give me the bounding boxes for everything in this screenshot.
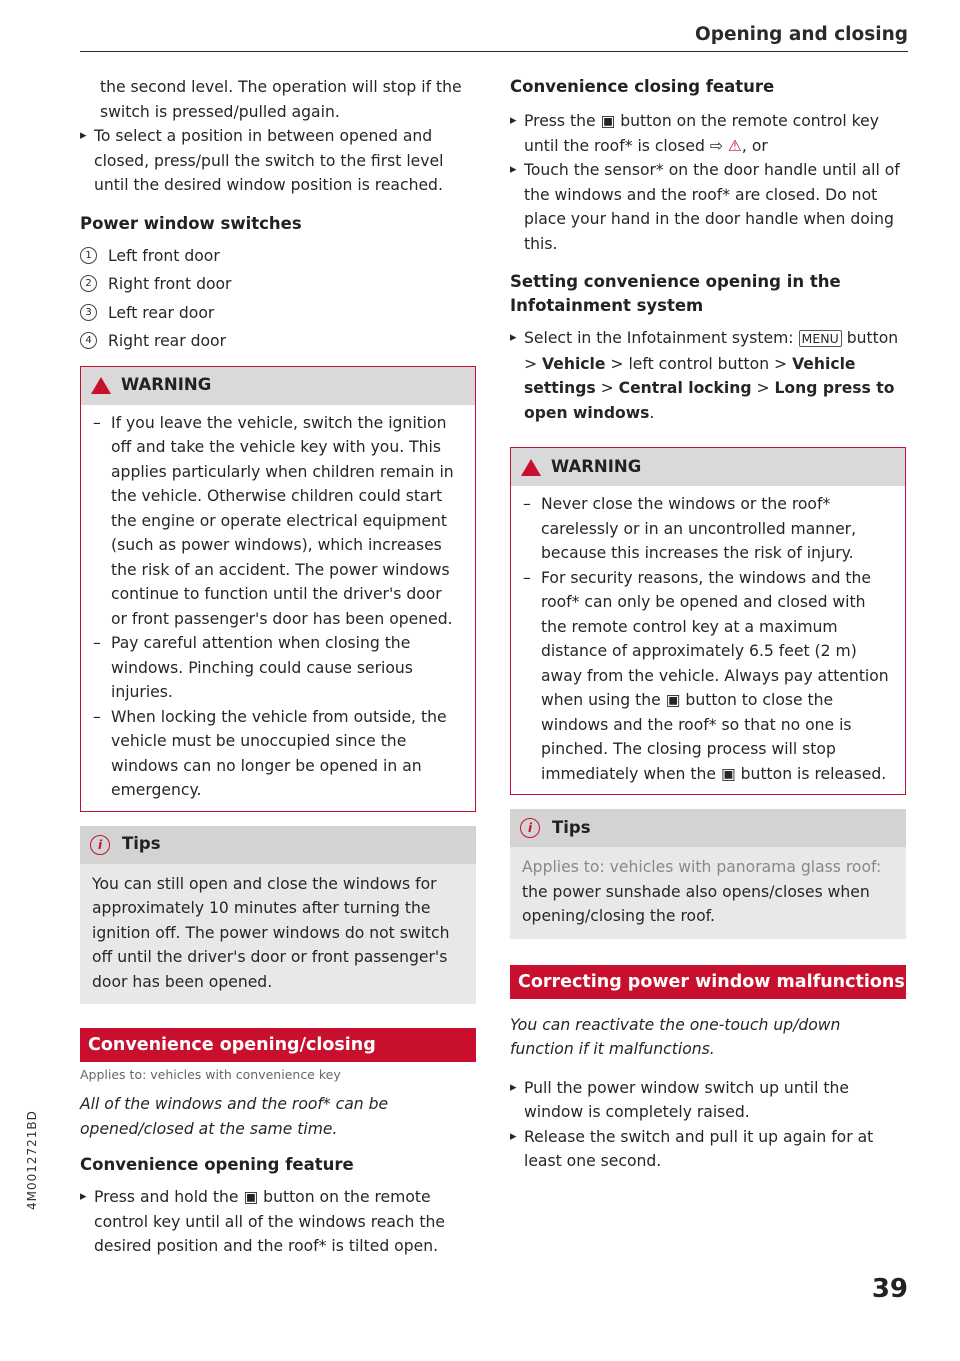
- switch-item: [80, 329, 476, 354]
- warning-text: button is released.: [740, 764, 887, 783]
- remote-key-icon: ▣: [243, 1188, 259, 1206]
- warning-text: For security reasons, the windows and the roof* can only be opened and closed with the remote control key at a maximum distance of approximately 6.5 feet (2 m) away from the vehicle. Always pay attention when using the: [541, 568, 889, 709]
- tips-header: [80, 826, 476, 864]
- page-number: 39: [871, 1274, 908, 1304]
- menu-button-label: MENU: [799, 330, 842, 347]
- remote-key-icon: ▣: [600, 112, 616, 130]
- number-1-icon: 1: [80, 247, 97, 264]
- menu-path-central-locking: Central locking: [618, 379, 752, 397]
- tips-box: [510, 809, 906, 939]
- warning-title: WARNING: [121, 375, 212, 395]
- step-text: button >: [524, 329, 899, 373]
- intro-step: ▸ To select a position in between opened and closed, press/pull the switch to the first level until the desired window position is reached.: [80, 124, 476, 198]
- step-text: , or: [741, 136, 768, 155]
- tips-text: You can still open and close the windows for approximately 10 minutes after turning the ignition off. The power windows do not switch off until the driver's door or front passenger's door has been opened.: [92, 874, 450, 991]
- step-text: Select in the Infotainment system:: [524, 329, 794, 347]
- info-icon: i: [90, 835, 110, 855]
- malfunction-step: ▸ Pull the power window switch up until the window is completely raised.: [510, 1076, 906, 1125]
- header-divider: [80, 51, 908, 52]
- tips-applies: Applies to: vehicles with panorama glass roof:: [522, 858, 882, 876]
- section-title-malfunctions: Correcting power window malfunctions: [510, 965, 906, 999]
- applies-note: Applies to: vehicles with convenience key: [80, 1067, 341, 1082]
- menu-path-vehicle-settings: Vehicle settings: [524, 354, 856, 397]
- tips-text: the power sunshade also opens/closes when opening/closing the roof.: [522, 882, 870, 925]
- step-text: button on the remote control key until the roof* is closed ⇨: [524, 112, 879, 155]
- warning-ref-icon: ⚠: [727, 136, 742, 155]
- switch-label: Left front door: [108, 246, 220, 265]
- warning-item: – Pay careful attention when closing the windows. Pinching could cause serious injuries.: [93, 631, 461, 705]
- number-2-icon: 2: [80, 275, 97, 292]
- warning-item: – If you leave the vehicle, switch the ignition off and take the vehicle key with you. This applies particularly when children remain in the vehicle. Otherwise children could start the engine or operate electrical equipment (such as power windows), which increases the risk of an accident. The power windows continue to function until the driver's door or front passenger's door has been opened.: [93, 411, 461, 632]
- tips-header: [510, 809, 906, 847]
- section-lead: All of the windows and the roof* can be opened/closed at the same time.: [80, 1095, 389, 1138]
- warning-box: [510, 447, 906, 795]
- opening-step: [80, 1185, 476, 1259]
- setting-heading: Setting convenience opening in the Infotainment system: [510, 272, 841, 315]
- intro-text: the second level. The operation will stop if the switch is pressed/pulled again.: [100, 78, 462, 121]
- warning-header: [81, 367, 475, 405]
- page-header-title: Opening and closing: [694, 24, 908, 45]
- warning-text: button to close the windows and the roof* so that no one is pinched. The closing process will stop immediately when the: [541, 691, 852, 783]
- switch-item: [80, 301, 476, 326]
- step-text: button on the remote control key until all of the windows reach the desired position and the roof* is tilted open.: [94, 1188, 445, 1255]
- remote-key-icon: ▣: [665, 691, 681, 709]
- number-4-icon: 4: [80, 332, 97, 349]
- switches-heading: Power window switches: [80, 213, 302, 233]
- right-column: [510, 75, 906, 1174]
- left-column: [80, 75, 476, 1259]
- step-text: Press the: [524, 112, 596, 130]
- section-lead: You can reactivate the one-touch up/down function if it malfunctions.: [510, 1015, 841, 1058]
- opening-heading: Convenience opening feature: [80, 1155, 354, 1174]
- malfunction-step: ▸ Release the switch and pull it up again for at least one second.: [510, 1125, 906, 1174]
- warning-item: [523, 566, 891, 787]
- warning-title: WARNING: [551, 456, 642, 476]
- remote-key-icon: ▣: [720, 764, 736, 783]
- section-title-convenience: Convenience opening/closing: [80, 1028, 476, 1062]
- tips-title: Tips: [552, 817, 591, 837]
- tips-box: [80, 826, 476, 1005]
- menu-path-long-press: Long press to open windows: [524, 379, 895, 422]
- switch-label: Right front door: [108, 275, 232, 293]
- warning-item: – When locking the vehicle from outside, the vehicle must be unoccupied since the windows can no longer be opened in an emergency.: [93, 705, 461, 803]
- closing-heading: Convenience closing feature: [510, 77, 775, 96]
- step-text: > left control button >: [610, 354, 788, 373]
- info-icon: i: [520, 818, 540, 838]
- setting-step: ▸ Select in the Infotainment system: MENU button > Vehicle > left control button > Vehicle settings > Central locking > Long press to open windows.: [510, 326, 906, 425]
- warning-item: – Never close the windows or the roof* carelessly or in an uncontrolled manner, because this increases the risk of injury.: [523, 492, 891, 566]
- warning-box: [80, 366, 476, 812]
- warning-header: [511, 448, 905, 486]
- menu-path-vehicle: Vehicle: [542, 354, 606, 373]
- switch-label: Right rear door: [108, 332, 226, 350]
- tips-title: Tips: [122, 834, 161, 854]
- closing-step: [510, 109, 906, 158]
- warning-triangle-icon: [91, 377, 111, 394]
- document-code: 4M0012721BD: [25, 1110, 39, 1210]
- number-3-icon: 3: [80, 304, 97, 321]
- switch-item: [80, 244, 476, 269]
- closing-step: ▸ Touch the sensor* on the door handle until all of the windows and the roof* are closed. Do not place your hand in the door handle when doing this.: [510, 158, 906, 256]
- step-text: Press and hold the: [94, 1188, 239, 1206]
- switch-item: [80, 272, 476, 297]
- switch-label: Left rear door: [108, 303, 215, 322]
- warning-triangle-icon: [521, 459, 541, 476]
